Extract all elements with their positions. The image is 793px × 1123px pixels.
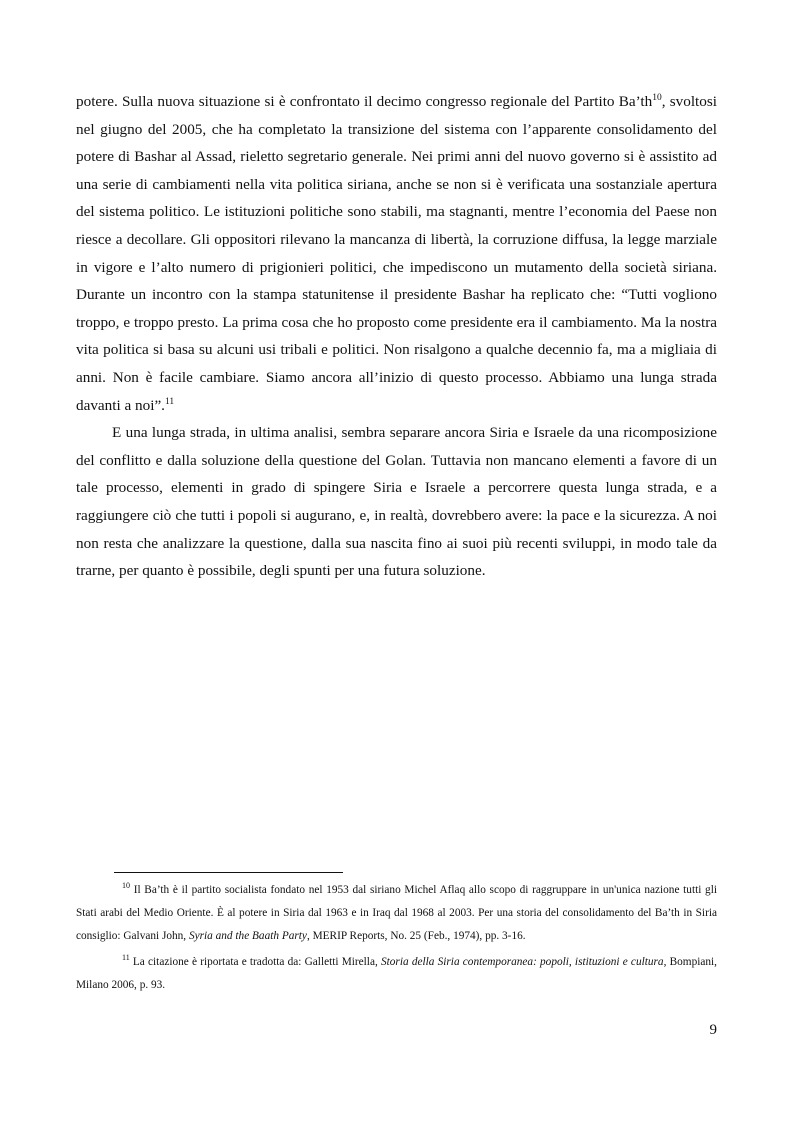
footnote-11-title: Storia della Siria contemporanea: popoli, istituzioni e cultura: [381, 955, 664, 968]
footnote-separator: [114, 872, 343, 873]
footnote-10: [76, 879, 717, 949]
footnote-ref-10[interactable]: 10: [652, 93, 662, 103]
footnote-11-text-b: , Bompiani, Milano 2006, p. 93.: [76, 955, 717, 991]
body-paragraph-2: E una lunga strada, in ultima analisi, sembra separare ancora Siria e Israele da una ricomposizione del conflitto e dalla soluzione della questione del Golan. Tuttavia non mancano elementi a favore di un tale processo, elementi in grado di spingere Siria e Israele a percorrere questa lunga strada, e a raggiungere ciò che tutti i popoli si augurano, e, in realtà, dovrebbero avere: la pace e la sicurezza. A noi non resta che analizzare la questione, dalla sua nascita fino ai suoi più recenti sviluppi, in modo tale da trarne, per quanto è possibile, degli spunti per una futura soluzione.: [76, 424, 717, 580]
footnote-number-11: 11: [122, 952, 130, 962]
paragraph-1-text-b: , svoltosi nel giugno del 2005, che ha completato la transizione del sistema con l’apparente consolidamento del potere di Bashar al Assad, rieletto segretario generale. Nei primi anni del nuovo governo si è assistito ad una serie di cambiamenti nella vita politica siriana, anche se non si è verificata una sostanziale apertura del sistema politico. Le istituzioni politiche sono stabili, ma stagnanti, mentre l’economia del Paese non riesce a decollare. Gli oppositori rilevano la mancanza di libertà, la corruzione diffusa, la legge marziale in vigore e l’alto numero di prigionieri politici, che impediscono un mutamento della società siriana. Durante un incontro con la stampa statunitense il presidente Bashar ha replicato che: “Tutti vogliono troppo, e troppo presto. La prima cosa che ho proposto come presidente era il cambiamento. Ma la nostra vita politica si basa su alcuni usi tribali e politici. Non risalgono a qualche decennio fa, ma a migliaia di anni. Non è facile cambiare. Siamo ancora all’inizio di questo processo. Abbiamo una lunga strada davanti a noi”.: [76, 93, 717, 414]
footnotes-section: [76, 872, 717, 999]
footnote-number-10: 10: [122, 881, 130, 890]
body-paragraph-1: [76, 88, 717, 419]
page-body: [76, 88, 717, 585]
footnote-11: [76, 951, 717, 997]
footnote-10-title: Syria and the Baath Party: [188, 930, 307, 943]
paragraph-1-text-a: potere. Sulla nuova situazione si è confrontato il decimo congresso regionale del Partito Ba’th: [76, 93, 653, 110]
footnote-10-text-a: Il Ba’th è il partito socialista fondato nel 1953 dal siriano Michel Aflaq allo scopo di raggruppare in un'unica nazione tutti gli Stati arabi del Medio Oriente. È al potere in Siria dal 1963 e in Iraq dal 1968 al 2003. Per una storia del consolidamento del Ba’th in Siria consiglio: Galvani John,: [76, 884, 717, 943]
footnote-ref-11[interactable]: 11: [164, 396, 175, 407]
page-number: 9: [709, 1022, 717, 1038]
footnote-11-text-a: La citazione è riportata e tradotta da: Galletti Mirella,: [129, 955, 381, 968]
footnote-10-text-b: , MERIP Reports, No. 25 (Feb., 1974), pp. 3-16.: [306, 930, 526, 943]
